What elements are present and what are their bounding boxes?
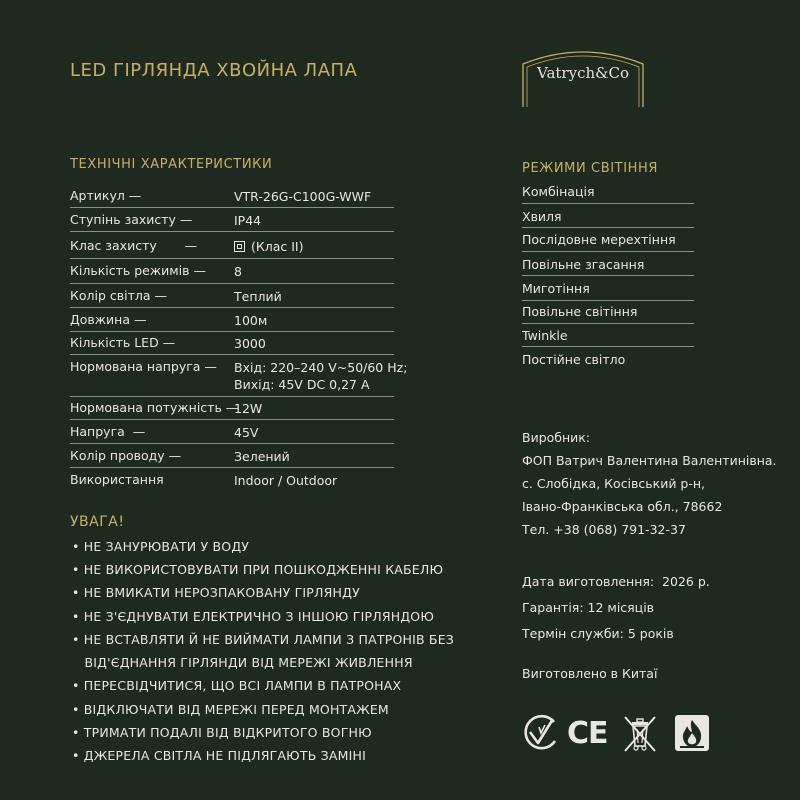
divider <box>70 396 394 397</box>
divider <box>522 203 694 204</box>
manufacturer-phone: Тел. +38 (068) 791-32-37 <box>522 522 686 537</box>
mode-item <box>522 209 694 224</box>
spec-value: (Клас II) <box>251 239 304 254</box>
divider <box>70 207 394 208</box>
spec-key: Колір світла — <box>70 288 168 303</box>
warning-item: • ПЕРЕСВІДЧИТИСЯ, ЩО ВСІ ЛАМПИ В ПАТРОНАХ <box>72 678 402 693</box>
spec-value: VTR-26G-C100G-WWF <box>234 189 372 204</box>
divider <box>522 275 694 276</box>
mode-label: Миготіння <box>522 281 590 296</box>
mode-label: Хвиля <box>522 209 562 224</box>
ce-mark-icon <box>567 713 611 753</box>
divider <box>522 300 694 301</box>
ce-mark-text: CE <box>567 716 608 751</box>
divider <box>70 467 394 468</box>
spec-key: Нормована напруга — <box>70 359 217 374</box>
divider <box>70 283 394 284</box>
mode-item <box>522 232 694 247</box>
spec-value: 45V <box>234 425 259 440</box>
brand-logo <box>521 46 645 108</box>
warning-item: • ТРИМАТИ ПОДАЛІ ВІД ВІДКРИТОГО ВОГНЮ <box>72 725 372 740</box>
spec-key: Напруга — <box>70 424 146 439</box>
divider <box>70 354 394 355</box>
mode-item <box>522 304 694 319</box>
mode-item <box>522 281 694 296</box>
warning-item: • НЕ ЗАНУРЮВАТИ У ВОДУ <box>72 539 250 554</box>
mode-label: Twinkle <box>522 328 568 343</box>
production-date: Дата виготовлення: 2026 р. <box>522 574 710 589</box>
flammable-icon <box>673 713 711 753</box>
mode-label: Повільне згасання <box>522 257 645 272</box>
spec-key: Клас захисту — <box>70 238 198 253</box>
mode-label: Комбінація <box>522 184 595 199</box>
service-life: Термін служби: 5 років <box>522 626 674 641</box>
spec-key: Ступінь захисту — <box>70 212 193 227</box>
ukrsepro-mark-icon <box>521 713 559 753</box>
mode-label: Повільне світіння <box>522 304 638 319</box>
spec-key: Нормована потужність — <box>70 400 239 415</box>
spec-value: 8 <box>234 264 242 279</box>
modes-heading: РЕЖИМИ СВІТІННЯ <box>522 161 659 176</box>
mode-label: Постійне світло <box>522 352 626 367</box>
divider <box>522 251 694 252</box>
warning-item: • НЕ З'ЄДНУВАТИ ЕЛЕКТРИЧНО З ІНШОЮ ГІРЛЯНДОЮ <box>72 609 435 624</box>
divider <box>522 323 694 324</box>
manufacturer-address-2: Івано-Франківська обл., 78662 <box>522 499 723 514</box>
spec-value: 100м <box>234 313 268 328</box>
divider <box>70 231 394 232</box>
spec-key: Використання <box>70 472 164 487</box>
spec-key: Довжина — <box>70 312 147 327</box>
manufacturer-address-1: с. Слобідка, Косівський р-н, <box>522 476 706 491</box>
spec-value: Вхід: 220–240 V~50/60 Hz; <box>234 360 408 375</box>
spec-key: Артикул — <box>70 188 142 203</box>
spec-key: Колір проводу — <box>70 448 182 463</box>
mode-label: Послідовне мерехтіння <box>522 232 676 247</box>
warranty: Гарантія: 12 місяців <box>522 600 655 615</box>
product-title: LED ГІРЛЯНДА ХВОЙНА ЛАПА <box>70 60 358 81</box>
warning-item: • ВІДКЛЮЧАТИ ВІД МЕРЕЖІ ПЕРЕД МОНТАЖЕМ <box>72 702 389 717</box>
double-insulation-icon <box>234 241 245 252</box>
mode-item <box>522 257 694 272</box>
manufacturer-name: ФОП Ватрич Валентина Валентинівна. <box>522 453 777 468</box>
mode-item <box>522 352 694 367</box>
spec-value: Теплий <box>234 289 282 304</box>
divider <box>70 419 394 420</box>
spec-value-2: Вихід: 45V DC 0,27 A <box>234 377 370 392</box>
spec-value: 12W <box>234 401 263 416</box>
manufacturer-label: Виробник: <box>522 430 591 445</box>
mode-item <box>522 184 694 199</box>
specs-heading: ТЕХНІЧНІ ХАРАКТЕРИСТИКИ <box>70 157 273 172</box>
brand-name: Vatrych&Co <box>537 64 629 82</box>
spec-value: 3000 <box>234 336 266 351</box>
warning-item: • НЕ ВИКОРИСТОВУВАТИ ПРИ ПОШКОДЖЕННІ КАБЕЛЮ <box>72 562 444 577</box>
spec-key: Кількість режимів — <box>70 263 206 278</box>
mode-item <box>522 328 694 343</box>
weee-crossed-bin-icon <box>622 713 658 753</box>
warning-item: ВІД'ЄДНАННЯ ГІРЛЯНДИ ВІД МЕРЕЖІ ЖИВЛЕННЯ <box>72 655 413 670</box>
warning-item: • ДЖЕРЕЛА СВІТЛА НЕ ПІДЛЯГАЮТЬ ЗАМІНІ <box>72 748 366 763</box>
divider <box>70 443 394 444</box>
divider <box>70 258 394 259</box>
warning-item: • НЕ ВСТАВЛЯТИ Й НЕ ВИЙМАТИ ЛАМПИ З ПАТРОНІВ БЕЗ <box>72 632 455 647</box>
spec-key: Кількість LED — <box>70 335 176 350</box>
divider <box>522 346 694 347</box>
spec-value: IP44 <box>234 213 262 228</box>
divider <box>522 227 694 228</box>
warning-heading: УВАГА! <box>70 514 125 530</box>
divider <box>70 307 394 308</box>
warning-item: • НЕ ВМИКАТИ НЕРОЗПАКОВАНУ ГІРЛЯНДУ <box>72 585 360 600</box>
spec-value: Зелений <box>234 449 290 464</box>
spec-value: Indoor / Outdoor <box>234 473 338 488</box>
spec-value-wrap <box>234 238 304 255</box>
country-of-origin: Виготовлено в Китаї <box>522 666 658 681</box>
divider <box>70 331 394 332</box>
